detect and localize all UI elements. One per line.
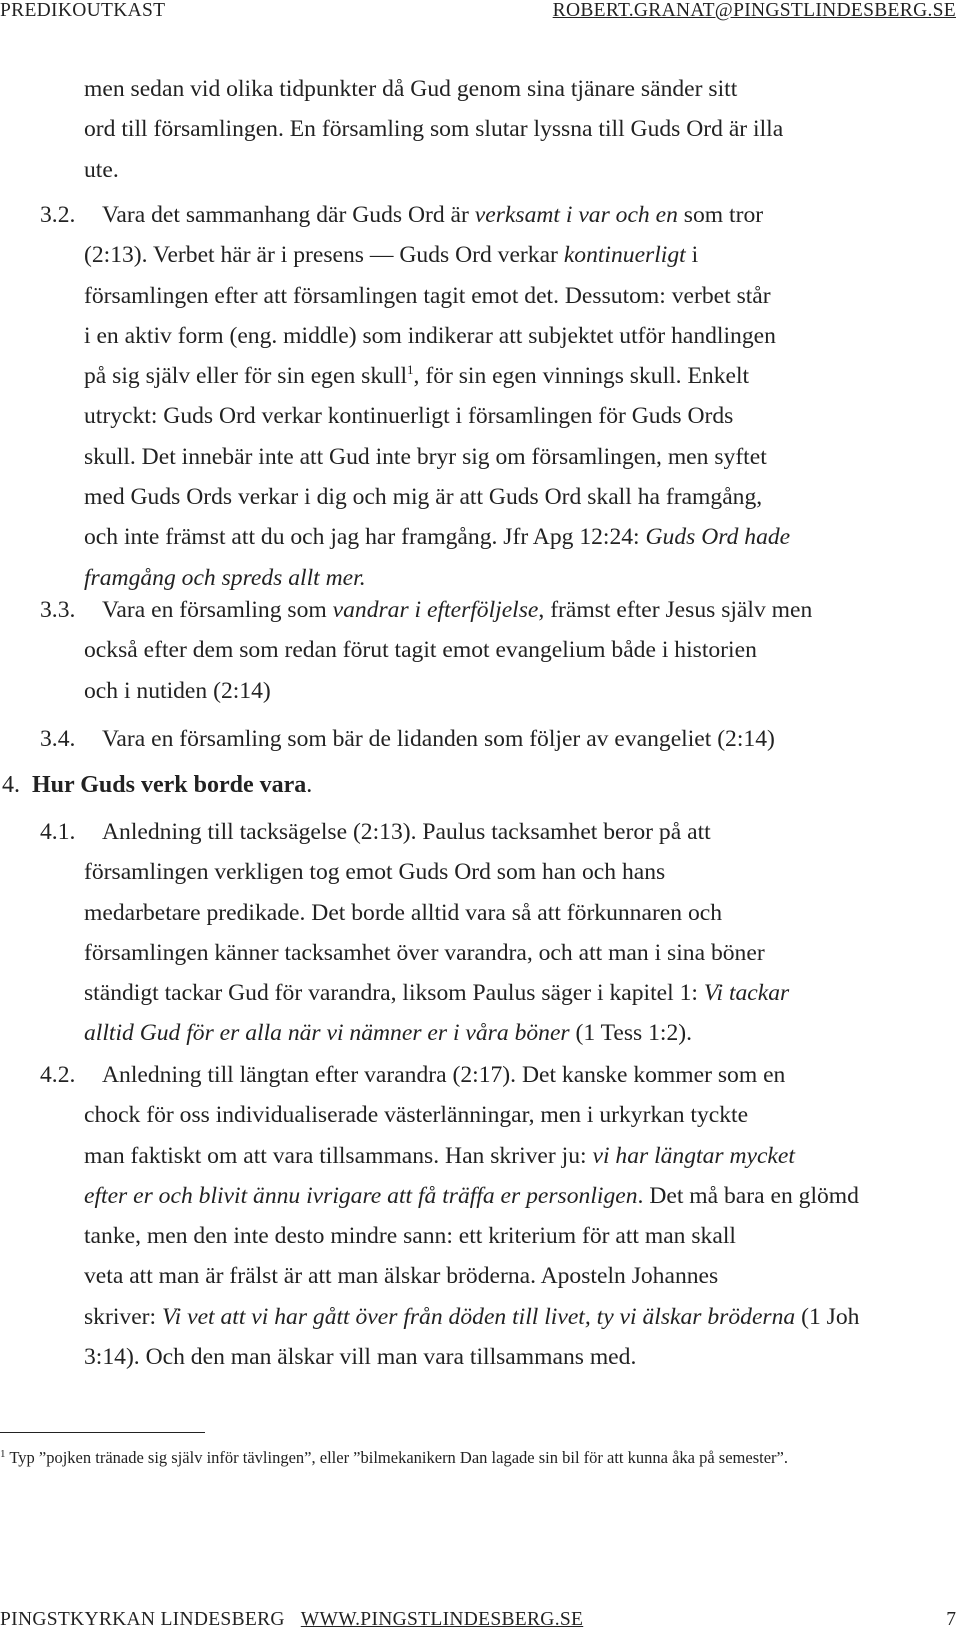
text-line: utryckt: Guds Ord verkar kontinuerligt i församlingen för Guds Ords xyxy=(84,403,734,430)
footer xyxy=(0,1609,583,1631)
text-line: församlingen känner tacksamhet över varandra, och att man i sina böner xyxy=(84,939,765,966)
text-line: och inte främst att du och jag har framgång. Jfr Apg 12:24: Guds Ord hade xyxy=(84,524,791,551)
intro-paragraph xyxy=(84,69,944,190)
text-line: man faktiskt om att vara tillsammans. Han skriver ju: vi har längtar mycket xyxy=(84,1142,795,1169)
text-line: på sig själv eller för sin egen skull$^1$, för sin egen vinnings skull. Enkelt xyxy=(84,362,750,390)
footer-website-link[interactable]: WWW.PINGSTLINDESBERG.SE xyxy=(300,1609,584,1630)
text-line: Vara det sammanhang där Guds Ord är verksamt i var och en som tror xyxy=(102,202,764,228)
text-line: skriver: Vi vet att vi har gått över från döden till livet, ty vi älskar bröderna (1 Joh xyxy=(84,1303,860,1330)
section-number-3-4: 3.4. xyxy=(40,726,76,752)
text-line: tanke, men den inte desto mindre sann: ett kriterium för att man skall xyxy=(84,1223,736,1250)
text-line: efter er och blivit ännu ivrigare att få träffa er personligen. Det må bara en glömd xyxy=(84,1182,859,1209)
section-3-4 xyxy=(84,719,944,759)
section-heading-4: 4. Hur Guds verk borde vara. xyxy=(2,772,313,798)
text-line: i en aktiv form (eng. middle) som indikerar att subjektet utför handlingen xyxy=(84,322,776,349)
section-3-2 xyxy=(84,195,944,598)
text-line: Vara en församling som vandrar i efterföljelse, främst efter Jesus själv men xyxy=(102,597,813,623)
text-line: chock för oss individualiserade västerlänningar, men i urkyrkan tyckte xyxy=(84,1102,749,1129)
text-line: veta att man är frälst är att man älskar bröderna. Aposteln Johannes xyxy=(84,1263,719,1290)
text-line: (2:13). Verbet här är i presens — Guds Ord verkar kontinuerligt i xyxy=(84,242,699,269)
text-line: ute. xyxy=(84,156,119,183)
text-line: Vara en församling som bär de lidanden som följer av evangeliet (2:14) xyxy=(102,726,775,752)
footer-org: PINGSTKYRKAN LINDESBERG xyxy=(0,1609,285,1630)
text-line: 3:14). Och den man älskar vill man vara tillsammans med. xyxy=(84,1344,637,1371)
header-email-link[interactable]: ROBERT.GRANAT@PINGSTLINDESBERG.SE xyxy=(552,0,956,21)
text-line: församlingen efter att församlingen tagit emot det. Dessutom: verbet står xyxy=(84,282,771,309)
text-line: också efter dem som redan förut tagit emot evangelium både i historien xyxy=(84,637,757,664)
section-4-2 xyxy=(84,1055,944,1377)
footnote-text: Typ ”pojken tränade sig själv inför tävlingen”, eller ”bilmekanikern Dan lagade sin bil för att kunna åka på semester”. xyxy=(5,1448,788,1467)
text-line: men sedan vid olika tidpunkter då Gud genom sina tjänare sänder sitt xyxy=(84,76,738,102)
text-line: alltid Gud för er alla när vi nämner er i våra böner (1 Tess 1:2). xyxy=(84,1020,693,1047)
section-number-4-2: 4.2. xyxy=(40,1062,76,1088)
section-number-4-1: 4.1. xyxy=(40,819,76,845)
text-line: med Guds Ords verkar i dig och mig är att Guds Ord skall ha framgång, xyxy=(84,484,763,511)
page-number: 7 xyxy=(946,1609,956,1630)
heading-number: 4. xyxy=(2,772,20,798)
section-4-1 xyxy=(84,812,944,1054)
text-line: ord till församlingen. En församling som slutar lyssna till Guds Ord är illa xyxy=(84,116,784,143)
footnote-marker: 1 xyxy=(0,1448,6,1460)
section-number-3-2: 3.2. xyxy=(40,202,76,228)
heading-title: Hur Guds verk borde vara xyxy=(32,772,307,798)
text-line: skull. Det innebär inte att Gud inte bryr sig om församlingen, men syftet xyxy=(84,443,767,470)
text-line: Anledning till tacksägelse (2:13). Paulus tacksamhet beror på att xyxy=(102,819,711,845)
section-3-3 xyxy=(84,590,944,711)
text-line: församlingen verkligen tog emot Guds Ord som han och hans xyxy=(84,859,666,886)
footnote xyxy=(0,1447,920,1468)
footnote-divider xyxy=(0,1432,205,1433)
footnote-ref[interactable]: 1 xyxy=(407,362,414,378)
text-line: och i nutiden (2:14) xyxy=(84,677,271,704)
text-line: Anledning till längtan efter varandra (2:17). Det kanske kommer som en xyxy=(102,1062,786,1088)
section-number-3-3: 3.3. xyxy=(40,597,76,623)
text-line: framgång och spreds allt mer. xyxy=(84,564,366,591)
header-title: PREDIKOUTKAST xyxy=(0,0,166,21)
text-line: ständigt tackar Gud för varandra, liksom Paulus säger i kapitel 1: Vi tackar xyxy=(84,980,790,1007)
text-line: medarbetare predikade. Det borde alltid vara så att förkunnaren och xyxy=(84,899,723,926)
